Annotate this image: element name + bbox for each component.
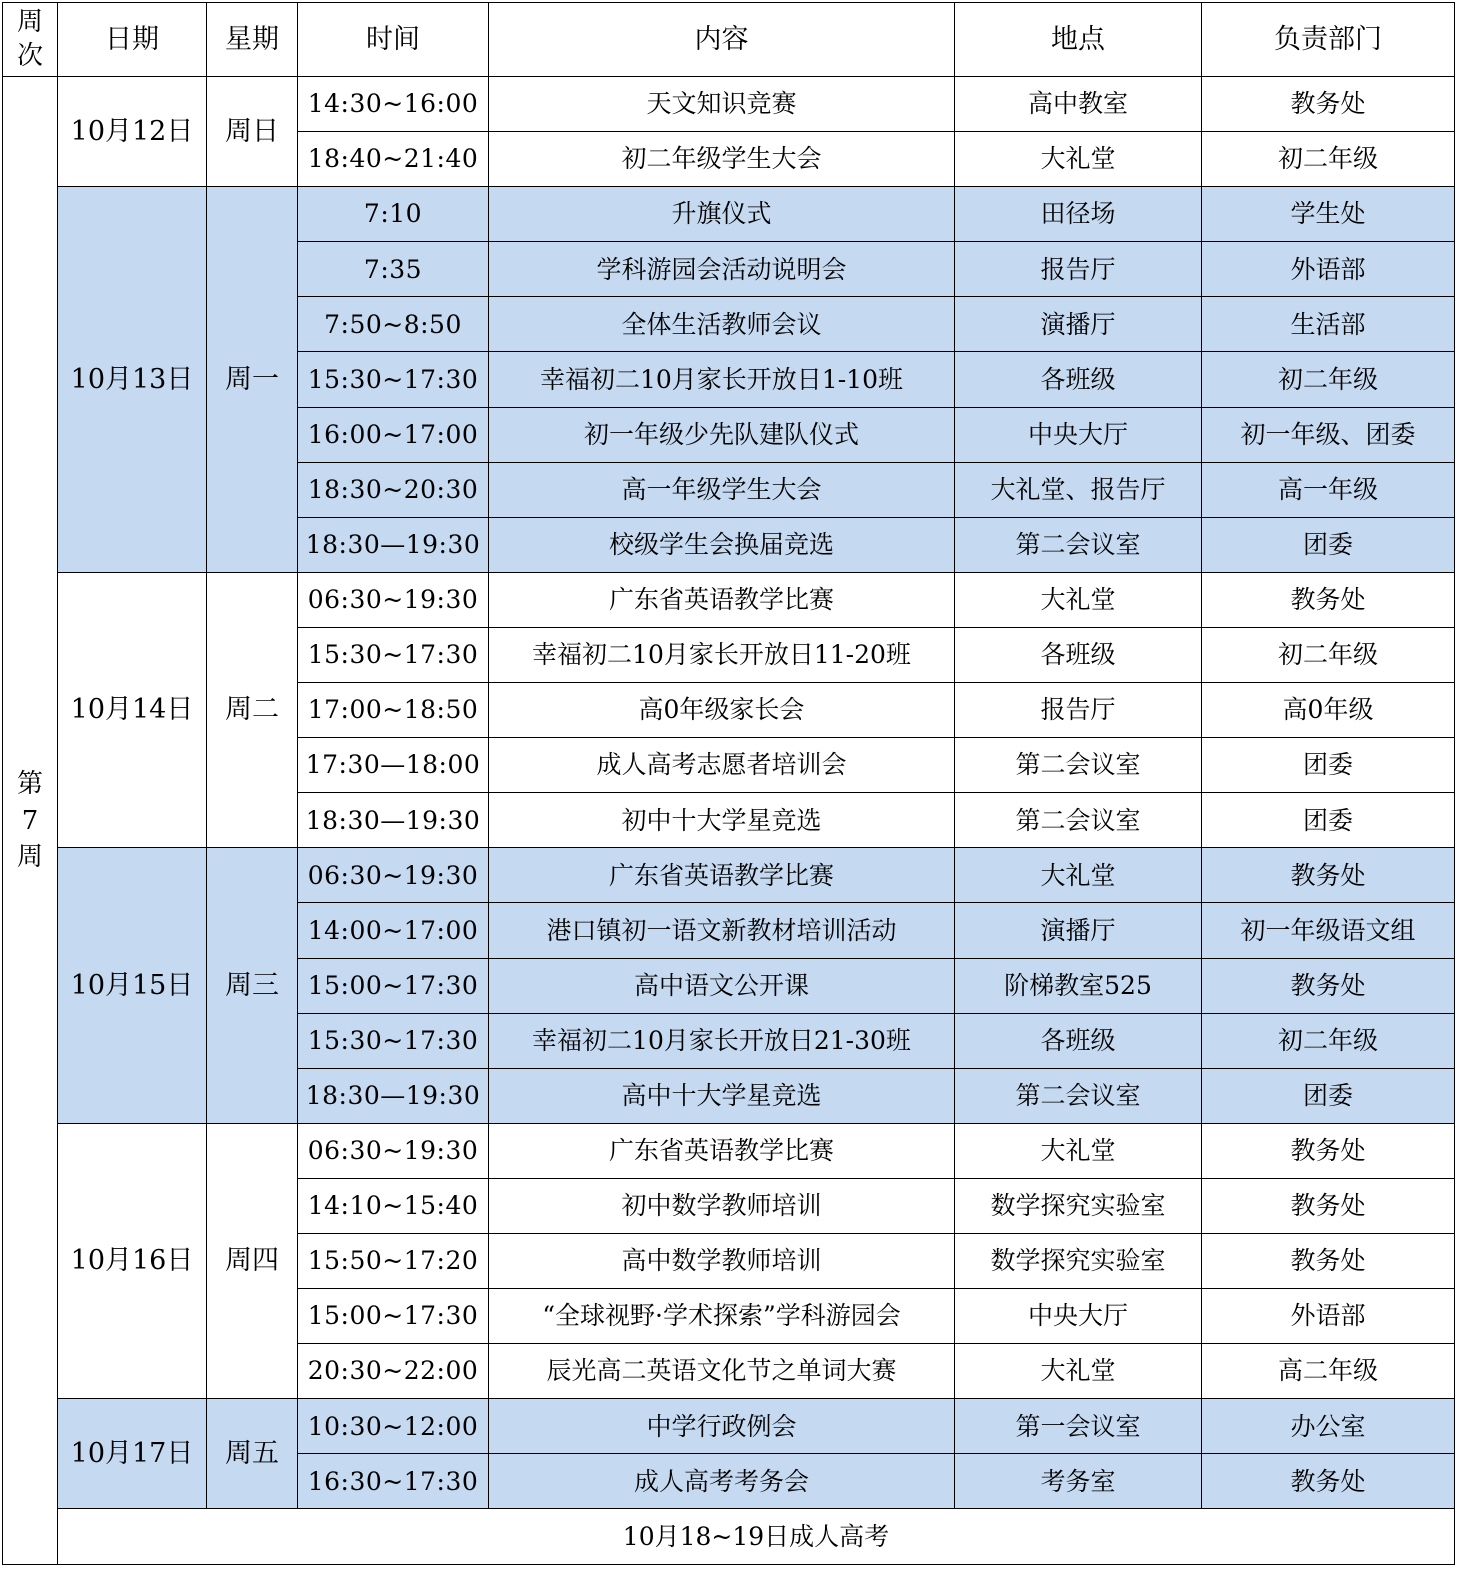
time-cell: 18:30—19:30 bbox=[298, 793, 489, 848]
location-cell: 考务室 bbox=[955, 1454, 1202, 1509]
location-cell: 第二会议室 bbox=[955, 738, 1202, 793]
dept-cell: 外语部 bbox=[1202, 1289, 1455, 1344]
content-cell: 辰光高二英语文化节之单词大赛 bbox=[489, 1344, 955, 1399]
time-cell: 15:50~17:20 bbox=[298, 1233, 489, 1288]
content-cell: 高0年级家长会 bbox=[489, 683, 955, 738]
dept-cell: 教务处 bbox=[1202, 1454, 1455, 1509]
time-cell: 16:30~17:30 bbox=[298, 1454, 489, 1509]
schedule-body bbox=[3, 77, 1455, 1565]
dept-cell: 教务处 bbox=[1202, 1178, 1455, 1233]
table-row bbox=[3, 572, 1455, 627]
dept-cell: 团委 bbox=[1202, 517, 1455, 572]
dept-cell: 初二年级 bbox=[1202, 627, 1455, 682]
content-cell: 广东省英语教学比赛 bbox=[489, 1123, 955, 1178]
dept-cell: 教务处 bbox=[1202, 572, 1455, 627]
date-cell: 10月12日 bbox=[58, 77, 207, 187]
location-cell: 大礼堂 bbox=[955, 848, 1202, 903]
time-cell: 06:30~19:30 bbox=[298, 572, 489, 627]
dept-cell: 办公室 bbox=[1202, 1399, 1455, 1454]
content-cell: 广东省英语教学比赛 bbox=[489, 572, 955, 627]
table-row bbox=[3, 187, 1455, 242]
content-cell: 幸福初二10月家长开放日11-20班 bbox=[489, 627, 955, 682]
dept-cell: 高0年级 bbox=[1202, 683, 1455, 738]
content-cell: 初一年级少先队建队仪式 bbox=[489, 407, 955, 462]
dept-cell: 教务处 bbox=[1202, 848, 1455, 903]
content-cell: 校级学生会换届竞选 bbox=[489, 517, 955, 572]
location-cell: 演播厅 bbox=[955, 903, 1202, 958]
location-cell: 数学探究实验室 bbox=[955, 1178, 1202, 1233]
location-cell: 阶梯教室525 bbox=[955, 958, 1202, 1013]
location-cell: 大礼堂 bbox=[955, 1123, 1202, 1178]
header-date: 日期 bbox=[58, 3, 207, 77]
footer-row bbox=[3, 1509, 1455, 1565]
location-cell: 各班级 bbox=[955, 627, 1202, 682]
location-cell: 数学探究实验室 bbox=[955, 1233, 1202, 1288]
content-cell: “全球视野·学术探索”学科游园会 bbox=[489, 1289, 955, 1344]
weekday-cell: 周一 bbox=[207, 187, 298, 573]
time-cell: 18:30—19:30 bbox=[298, 1068, 489, 1123]
location-cell: 各班级 bbox=[955, 352, 1202, 407]
time-cell: 7:10 bbox=[298, 187, 489, 242]
time-cell: 15:30~17:30 bbox=[298, 352, 489, 407]
date-cell: 10月14日 bbox=[58, 572, 207, 847]
location-cell: 演播厅 bbox=[955, 297, 1202, 352]
location-cell: 大礼堂、报告厅 bbox=[955, 462, 1202, 517]
dept-cell: 教务处 bbox=[1202, 1123, 1455, 1178]
weekday-cell: 周四 bbox=[207, 1123, 298, 1398]
location-cell: 报告厅 bbox=[955, 242, 1202, 297]
content-cell: 初中数学教师培训 bbox=[489, 1178, 955, 1233]
time-cell: 14:10~15:40 bbox=[298, 1178, 489, 1233]
table-row bbox=[3, 1399, 1455, 1454]
dept-cell: 高二年级 bbox=[1202, 1344, 1455, 1399]
dept-cell: 高一年级 bbox=[1202, 462, 1455, 517]
dept-cell: 初二年级 bbox=[1202, 1013, 1455, 1068]
location-cell: 大礼堂 bbox=[955, 572, 1202, 627]
time-cell: 15:30~17:30 bbox=[298, 1013, 489, 1068]
header-time: 时间 bbox=[298, 3, 489, 77]
time-cell: 17:00~18:50 bbox=[298, 683, 489, 738]
time-cell: 06:30~19:30 bbox=[298, 1123, 489, 1178]
header-location: 地点 bbox=[955, 3, 1202, 77]
location-cell: 中央大厅 bbox=[955, 1289, 1202, 1344]
date-cell: 10月15日 bbox=[58, 848, 207, 1123]
content-cell: 全体生活教师会议 bbox=[489, 297, 955, 352]
table-row bbox=[3, 1123, 1455, 1178]
table-row bbox=[3, 848, 1455, 903]
time-cell: 15:00~17:30 bbox=[298, 958, 489, 1013]
location-cell: 第二会议室 bbox=[955, 517, 1202, 572]
dept-cell: 教务处 bbox=[1202, 1233, 1455, 1288]
header-row bbox=[3, 3, 1455, 77]
content-cell: 高中语文公开课 bbox=[489, 958, 955, 1013]
content-cell: 高一年级学生大会 bbox=[489, 462, 955, 517]
content-cell: 升旗仪式 bbox=[489, 187, 955, 242]
footer-note: 10月18~19日成人高考 bbox=[58, 1509, 1455, 1565]
location-cell: 第二会议室 bbox=[955, 793, 1202, 848]
content-cell: 高中数学教师培训 bbox=[489, 1233, 955, 1288]
dept-cell: 外语部 bbox=[1202, 242, 1455, 297]
content-cell: 广东省英语教学比赛 bbox=[489, 848, 955, 903]
content-cell: 港口镇初一语文新教材培训活动 bbox=[489, 903, 955, 958]
time-cell: 15:00~17:30 bbox=[298, 1289, 489, 1344]
location-cell: 大礼堂 bbox=[955, 1344, 1202, 1399]
header-dept: 负责部门 bbox=[1202, 3, 1455, 77]
time-cell: 15:30~17:30 bbox=[298, 627, 489, 682]
location-cell: 中央大厅 bbox=[955, 407, 1202, 462]
dept-cell: 初一年级、团委 bbox=[1202, 407, 1455, 462]
weekly-schedule-table bbox=[2, 2, 1455, 1565]
dept-cell: 团委 bbox=[1202, 793, 1455, 848]
weekday-cell: 周三 bbox=[207, 848, 298, 1123]
time-cell: 06:30~19:30 bbox=[298, 848, 489, 903]
time-cell: 10:30~12:00 bbox=[298, 1399, 489, 1454]
content-cell: 幸福初二10月家长开放日21-30班 bbox=[489, 1013, 955, 1068]
dept-cell: 学生处 bbox=[1202, 187, 1455, 242]
location-cell: 田径场 bbox=[955, 187, 1202, 242]
content-cell: 幸福初二10月家长开放日1-10班 bbox=[489, 352, 955, 407]
dept-cell: 初二年级 bbox=[1202, 352, 1455, 407]
content-cell: 学科游园会活动说明会 bbox=[489, 242, 955, 297]
time-cell: 7:35 bbox=[298, 242, 489, 297]
date-cell: 10月13日 bbox=[58, 187, 207, 573]
time-cell: 18:30—19:30 bbox=[298, 517, 489, 572]
location-cell: 第一会议室 bbox=[955, 1399, 1202, 1454]
time-cell: 14:30~16:00 bbox=[298, 77, 489, 132]
week-label: 第7周 bbox=[3, 77, 58, 1565]
time-cell: 16:00~17:00 bbox=[298, 407, 489, 462]
location-cell: 高中教室 bbox=[955, 77, 1202, 132]
content-cell: 成人高考志愿者培训会 bbox=[489, 738, 955, 793]
content-cell: 初中十大学星竞选 bbox=[489, 793, 955, 848]
weekday-cell: 周五 bbox=[207, 1399, 298, 1509]
content-cell: 中学行政例会 bbox=[489, 1399, 955, 1454]
time-cell: 18:30~20:30 bbox=[298, 462, 489, 517]
dept-cell: 生活部 bbox=[1202, 297, 1455, 352]
location-cell: 第二会议室 bbox=[955, 1068, 1202, 1123]
header-content: 内容 bbox=[489, 3, 955, 77]
time-cell: 14:00~17:00 bbox=[298, 903, 489, 958]
dept-cell: 教务处 bbox=[1202, 77, 1455, 132]
dept-cell: 团委 bbox=[1202, 738, 1455, 793]
dept-cell: 初一年级语文组 bbox=[1202, 903, 1455, 958]
time-cell: 18:40~21:40 bbox=[298, 132, 489, 187]
content-cell: 高中十大学星竞选 bbox=[489, 1068, 955, 1123]
content-cell: 初二年级学生大会 bbox=[489, 132, 955, 187]
content-cell: 成人高考考务会 bbox=[489, 1454, 955, 1509]
location-cell: 各班级 bbox=[955, 1013, 1202, 1068]
time-cell: 7:50~8:50 bbox=[298, 297, 489, 352]
dept-cell: 初二年级 bbox=[1202, 132, 1455, 187]
weekday-cell: 周二 bbox=[207, 572, 298, 847]
location-cell: 报告厅 bbox=[955, 683, 1202, 738]
time-cell: 20:30~22:00 bbox=[298, 1344, 489, 1399]
date-cell: 10月16日 bbox=[58, 1123, 207, 1398]
dept-cell: 团委 bbox=[1202, 1068, 1455, 1123]
dept-cell: 教务处 bbox=[1202, 958, 1455, 1013]
time-cell: 17:30—18:00 bbox=[298, 738, 489, 793]
content-cell: 天文知识竞赛 bbox=[489, 77, 955, 132]
date-cell: 10月17日 bbox=[58, 1399, 207, 1509]
table-row bbox=[3, 77, 1455, 132]
header-week: 周次 bbox=[3, 3, 58, 77]
location-cell: 大礼堂 bbox=[955, 132, 1202, 187]
weekday-cell: 周日 bbox=[207, 77, 298, 187]
header-weekday: 星期 bbox=[207, 3, 298, 77]
